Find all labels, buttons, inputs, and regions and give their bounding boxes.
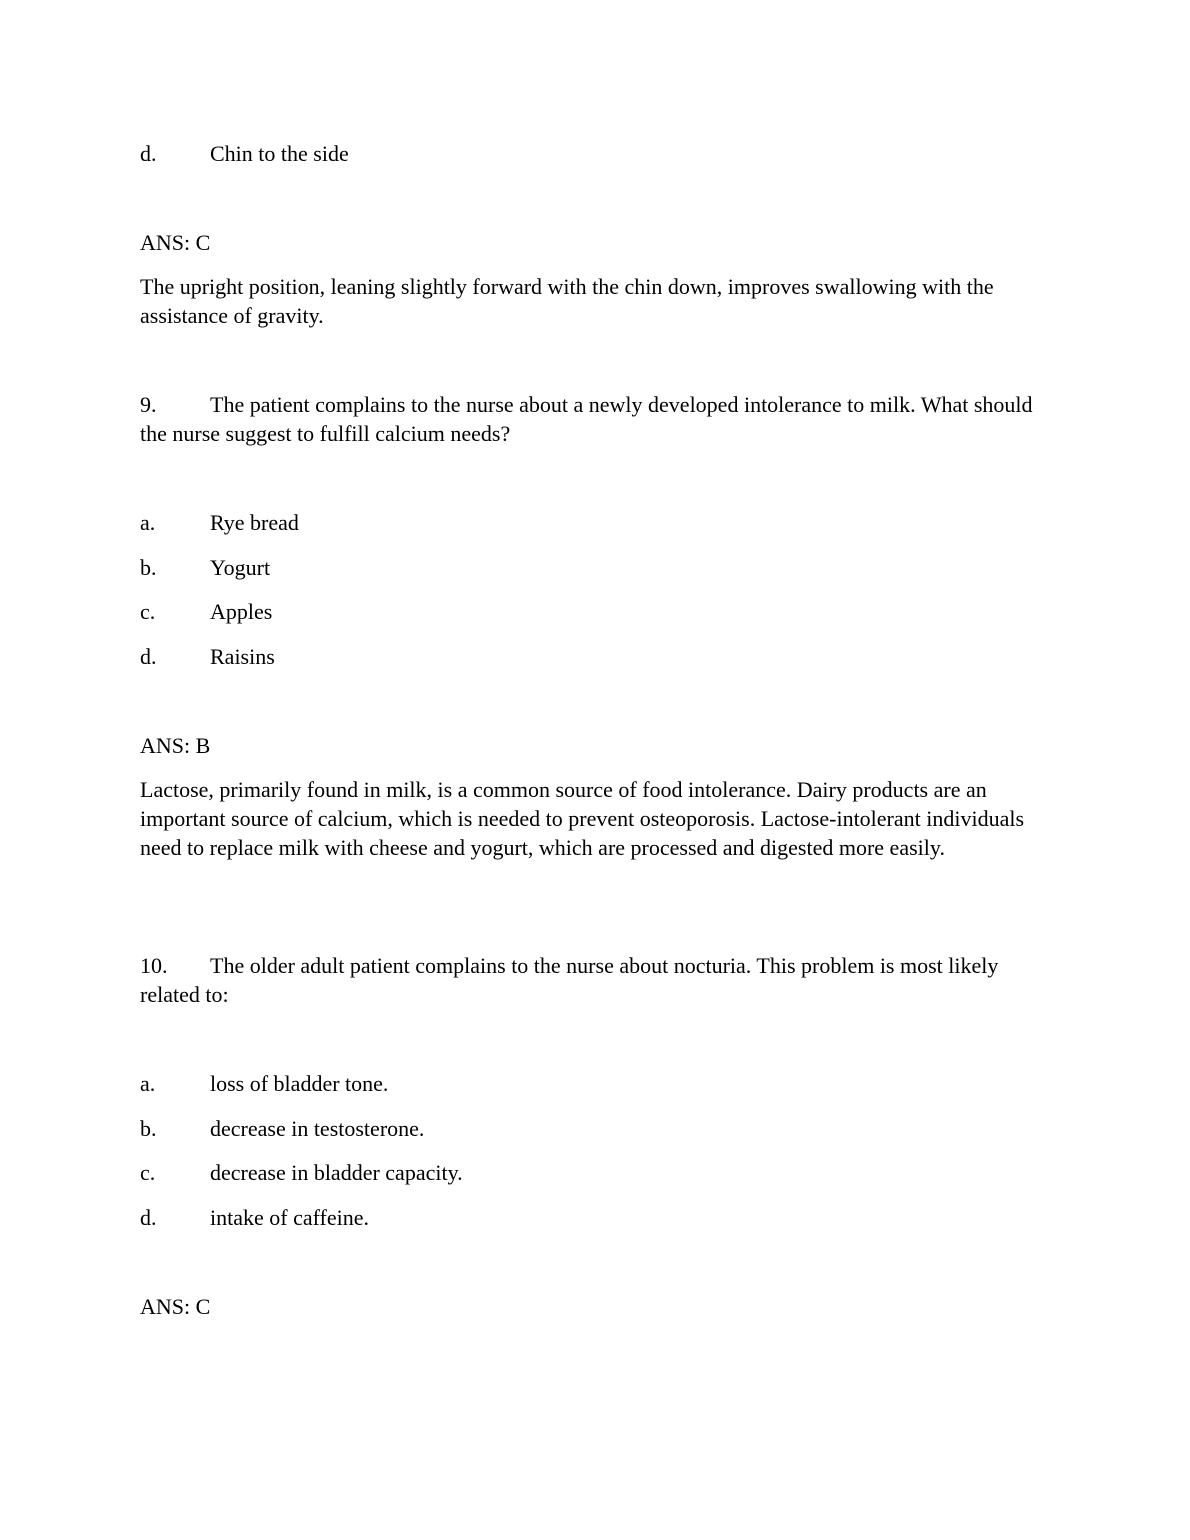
- prev-rationale: The upright position, leaning slightly forward with the chin down, improves swallowing with the assistance of gravity.: [140, 274, 994, 328]
- option-text: intake of caffeine.: [210, 1205, 370, 1230]
- prev-answer: ANS: C: [140, 230, 211, 255]
- question-number: 9.: [140, 392, 157, 417]
- option-letter: d.: [140, 1205, 157, 1230]
- question-stem: The patient complains to the nurse about a newly developed intolerance to milk. What should the nurse suggest to fulfill calcium needs?: [140, 392, 1033, 446]
- option-text: loss of bladder tone.: [210, 1071, 389, 1096]
- option-letter: d.: [140, 141, 157, 166]
- option-text: Rye bread: [210, 510, 299, 535]
- option-text: decrease in bladder capacity.: [210, 1160, 463, 1185]
- option-letter: c.: [140, 1160, 156, 1185]
- option-text: Apples: [210, 599, 273, 624]
- option-text: Raisins: [210, 644, 275, 669]
- option-letter: c.: [140, 599, 156, 624]
- q9-answer: ANS: B: [140, 733, 211, 758]
- option-text: decrease in testosterone.: [210, 1116, 425, 1141]
- option-letter: b.: [140, 555, 157, 580]
- option-text: Yogurt: [210, 555, 271, 580]
- question-9: [140, 390, 1055, 448]
- option-letter: d.: [140, 644, 157, 669]
- option-letter: a.: [140, 1071, 156, 1096]
- q9-rationale: Lactose, primarily found in milk, is a common source of food intolerance. Dairy products are an important source of calcium, which is needed to prevent osteoporosis. Lactose-intolerant individuals need to replace milk with cheese and yogurt, which are processed and digested more easily.: [140, 777, 1025, 860]
- q10-answer: ANS: C: [140, 1294, 211, 1319]
- question-number: 10.: [140, 953, 168, 978]
- option-text: Chin to the side: [210, 141, 349, 166]
- question-10: [140, 951, 1055, 1009]
- option-letter: b.: [140, 1116, 157, 1141]
- option-letter: a.: [140, 510, 156, 535]
- question-stem: The older adult patient complains to the nurse about nocturia. This problem is most likely related to:: [140, 953, 999, 1007]
